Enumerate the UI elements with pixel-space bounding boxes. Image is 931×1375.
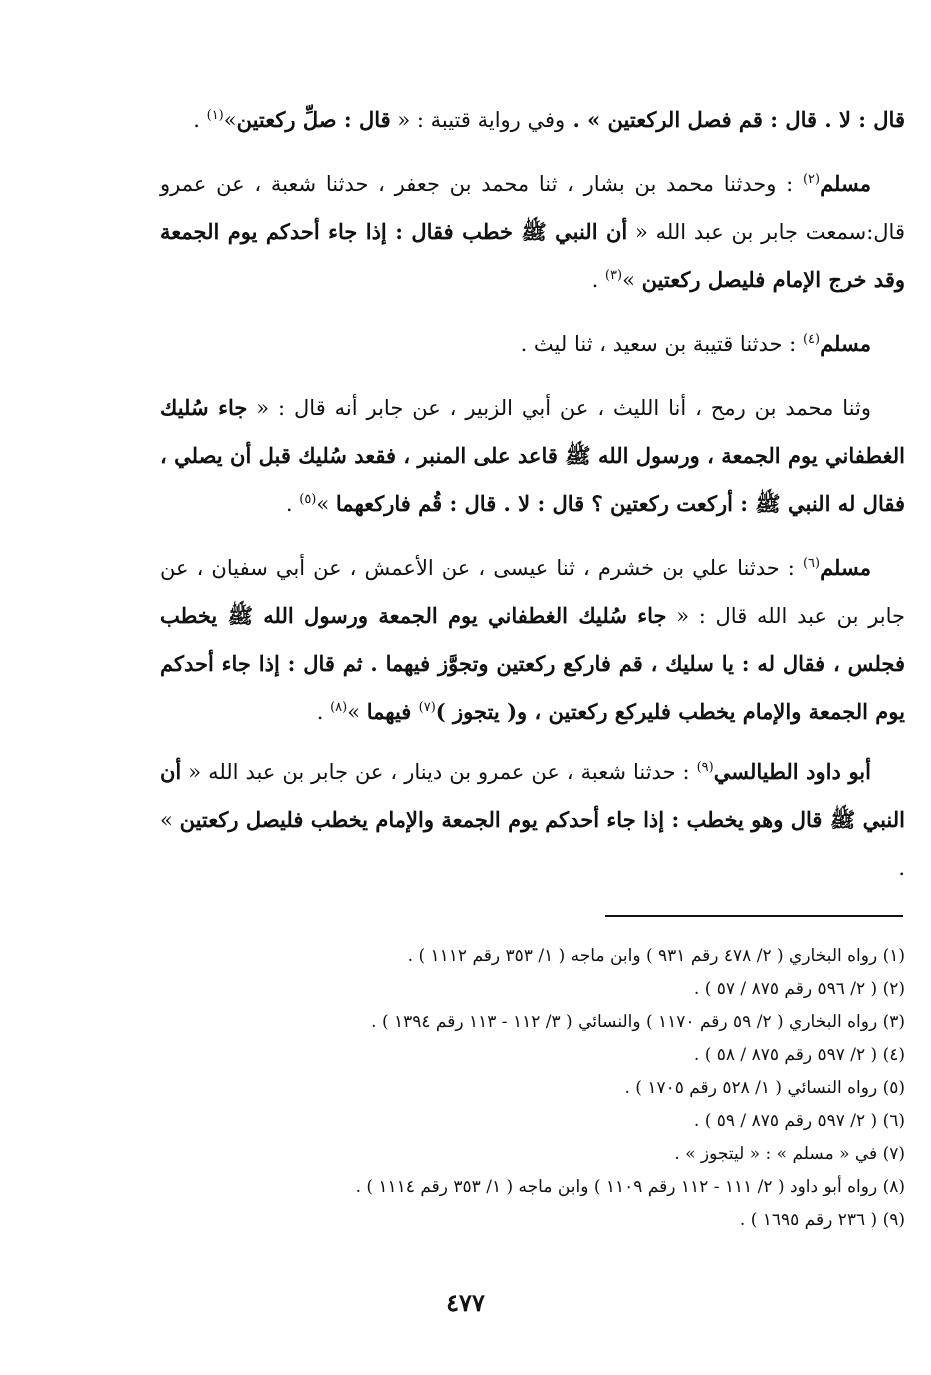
text-segment: جاء سُليك الغطفاني يوم الجمعة ورسول الله ﷺ يخطب فجلس ، فقال له : يا سليك ، قم فاركع ركعتين وتجوَّز فيهما . ثم قال : إذا جاء أحدكم يوم الجمعة والإمام يخطب فليركع ركعتين ، و( يتجوز ) — [160, 603, 905, 724]
text-segment: قال : صلِّ ركعتين — [236, 107, 391, 132]
main-text — [160, 96, 905, 908]
text-segment: » — [223, 108, 237, 132]
text-segment: » . — [160, 808, 905, 880]
text-segment: مسلم — [820, 171, 871, 196]
footnote-ref: (٦) — [802, 556, 821, 571]
footnote-ref: (٧) — [418, 700, 436, 715]
text-segment: مسلم — [820, 555, 871, 580]
footnote-ref: (٤) — [802, 332, 821, 347]
footnote-4: (٤) ( ٢/ ٥٩٧ رقم ٨٧٥ / ٥٨ ) . — [693, 1045, 905, 1065]
text-segment: أن النبي ﷺ قال وهو يخطب : إذا جاء أحدكم يوم الجمعة والإمام يخطب فليصل ركعتين — [160, 759, 905, 832]
text-segment: أبو داود الطيالسي — [713, 759, 871, 784]
footnote-ref: (١) — [206, 108, 224, 123]
text-segment: . — [591, 268, 605, 292]
footnote-9: (٩) ( ٢٣٦ رقم ١٦٩٥ ) . — [739, 1210, 905, 1230]
text-segment: وثنا محمد بن رمح ، أنا الليث ، عن أبي الزبير ، عن جابر أنه قال : « — [247, 396, 871, 420]
footnote-5: (٥) رواه النسائي ( ١/ ٥٢٨ رقم ١٧٠٥ ) . — [624, 1078, 905, 1098]
footnote-ref: (٨) — [330, 700, 348, 715]
footnote-2: (٢) ( ٢/ ٥٩٦ رقم ٨٧٥ / ٥٧ ) . — [693, 979, 905, 999]
text-segment: » — [347, 700, 367, 724]
footnote-6: (٦) ( ٢/ ٥٩٧ رقم ٨٧٥ / ٥٩ ) . — [693, 1111, 905, 1131]
paragraph-p3 — [160, 320, 905, 368]
footnote-3: (٣) رواه البخاري ( ٢/ ٥٩ رقم ١١٧٠ ) والنسائي ( ٣/ ١١٢ - ١١٣ رقم ١٣٩٤ ) . — [371, 1012, 905, 1032]
text-segment: : وحدثنا محمد بن بشار ، ثنا محمد بن جعفر ، حدثنا شعبة ، عن عمرو قال:سمعت جابر بن عبد الله « — [160, 172, 905, 244]
footnote-ref: (٥) — [299, 492, 317, 507]
text-segment: » — [622, 268, 642, 292]
footnote-separator — [605, 915, 903, 917]
footnote-ref: (٣) — [604, 268, 623, 283]
text-segment: : حدثنا قتيبة بن سعيد ، ثنا ليث . — [520, 332, 803, 356]
text-segment: . — [316, 700, 331, 724]
text-segment: أن النبي ﷺ خطب فقال : إذا جاء أحدكم يوم الجمعة وقد خرج الإمام فليصل ركعتين — [160, 219, 905, 292]
text-segment: فيهما — [366, 699, 419, 724]
text-segment: » — [316, 492, 336, 516]
paragraph-p4 — [160, 384, 905, 528]
text-segment: قال : لا . قال : قم فصل الركعتين » . — [565, 107, 905, 132]
footnote-ref: (٩) — [696, 760, 714, 775]
footnote-ref: (٢) — [802, 172, 821, 187]
paragraph-p2 — [160, 160, 905, 304]
paragraph-p5 — [160, 544, 905, 736]
text-segment: مسلم — [820, 331, 871, 356]
footnote-8: (٨) رواه أبو داود ( ٢/ ١١١ - ١١٢ رقم ١١٠٩ ) وابن ماجه ( ١/ ٣٥٣ رقم ١١١٤ ) . — [355, 1177, 905, 1197]
text-segment: : حدثنا علي بن خشرم ، ثنا عيسى ، عن الأعمش ، عن أبي سفيان ، عن جابر بن عبد الله قال : « — [160, 556, 906, 628]
footnotes-list — [160, 940, 905, 1237]
text-segment: . — [193, 108, 207, 132]
text-segment: وفي رواية قتيبة : « — [390, 108, 566, 132]
page-number: ٤٧٧ — [446, 1288, 485, 1317]
text-segment: : حدثنا شعبة ، عن عمرو بن دينار ، عن جابر بن عبد الله « — [181, 760, 697, 784]
text-segment: . — [285, 492, 300, 516]
paragraph-p6 — [160, 748, 905, 892]
footnote-1: (١) رواه البخاري ( ٢/ ٤٧٨ رقم ٩٣١ ) وابن ماجه ( ١/ ٣٥٣ رقم ١١١٢ ) . — [407, 946, 905, 966]
text-segment: جاء سُليك الغطفاني يوم الجمعة ، ورسول الله ﷺ قاعد على المنبر ، فقعد سُليك قبل أن يصلي ، فقال له النبي ﷺ : أركعت ركعتين ؟ قال : لا . قال : قُم فاركعهما — [160, 395, 905, 516]
footnote-7: (٧) في « مسلم » : « ليتجوز » . — [674, 1144, 905, 1164]
paragraph-p1 — [160, 96, 905, 144]
